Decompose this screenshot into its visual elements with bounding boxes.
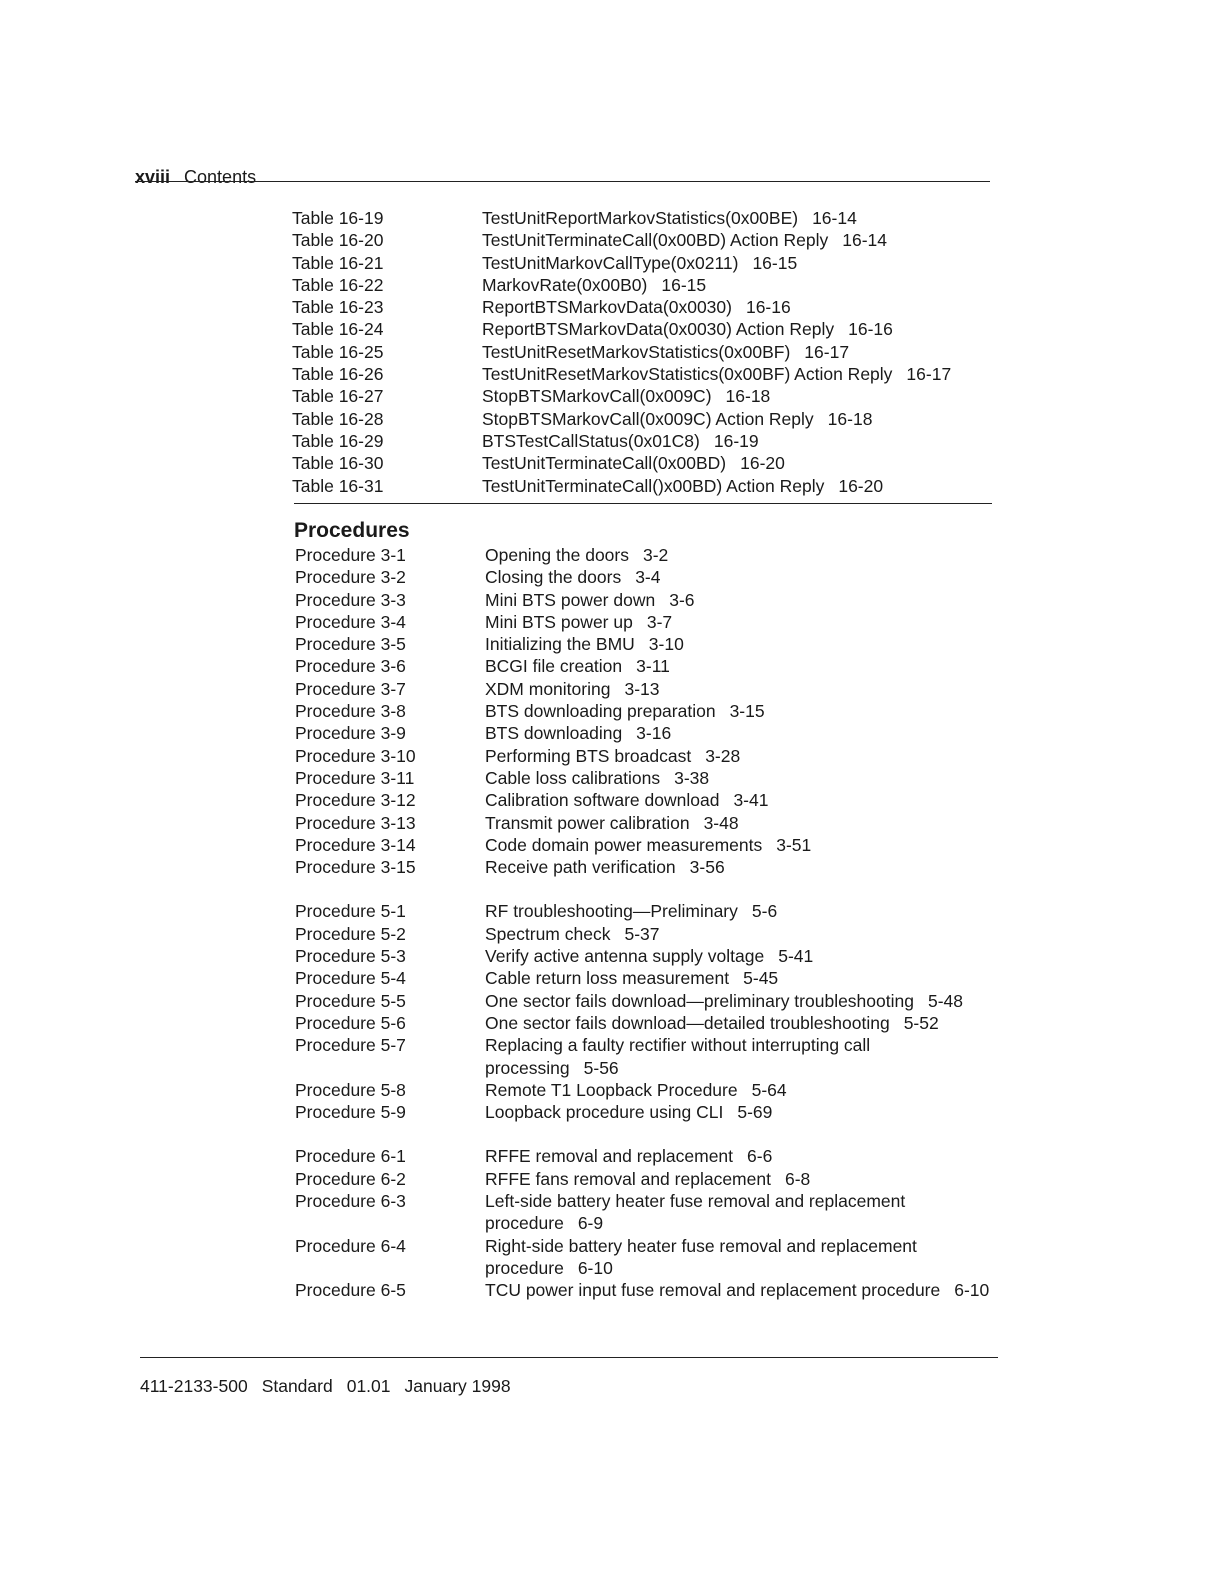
table-page-ref: 16-14: [812, 208, 857, 228]
table-page-ref: 16-20: [838, 475, 884, 496]
procedure-page-ref: 6-10: [577, 1257, 613, 1278]
procedure-title-line: [485, 767, 1015, 789]
procedure-title: Remote T1 Loopback Procedure: [485, 1079, 738, 1100]
procedure-entry: [295, 812, 1015, 834]
procedure-title-line: [485, 1279, 1015, 1301]
procedure-entry: [295, 722, 1015, 744]
table-title-line: [482, 274, 1012, 296]
procedure-label: Procedure 3-8: [295, 701, 406, 722]
table-page-ref: 16-16: [848, 319, 893, 340]
procedure-title-line: [485, 1190, 955, 1235]
procedure-title: BCGI file creation: [485, 656, 623, 677]
procedure-label: Procedure 3-3: [295, 589, 406, 610]
procedure-label: Procedure 5-2: [295, 923, 406, 944]
procedure-page-ref: 3-13: [624, 678, 660, 699]
procedure-entry: [295, 1279, 1015, 1301]
table-title-line: [482, 475, 1012, 497]
procedure-label: Procedure 5-7: [295, 1035, 406, 1056]
table-entry: [292, 207, 1012, 229]
procedure-entry: [295, 700, 1015, 722]
table-label: Table 16-25: [292, 341, 384, 362]
table-label: Table 16-31: [292, 475, 384, 496]
procedure-title: BTS downloading preparation: [485, 701, 716, 722]
procedure-title: Right-side battery heater fuse removal and replacement procedure: [485, 1235, 917, 1278]
section-rule: [294, 503, 992, 504]
procedure-label: Procedure 6-5: [295, 1280, 406, 1301]
page-number: xviii: [135, 167, 171, 187]
group-spacer: [295, 878, 1015, 900]
table-entry: [292, 274, 1012, 296]
procedure-title: RF troubleshooting—Preliminary: [485, 901, 738, 922]
procedure-label: Procedure 6-4: [295, 1235, 406, 1256]
procedure-entry: [295, 856, 1015, 878]
table-title-line: [482, 207, 1012, 229]
procedure-page-ref: 3-4: [635, 567, 661, 588]
procedure-title: Performing BTS broadcast: [485, 745, 692, 766]
procedure-page-ref: 3-7: [646, 611, 673, 632]
procedure-title-line: [485, 566, 1015, 588]
header-rule: [135, 181, 990, 182]
procedure-label: Procedure 3-1: [295, 545, 406, 565]
procedure-page-ref: 6-8: [784, 1168, 811, 1189]
procedure-title: One sector fails download—detailed troubleshooting: [485, 1012, 890, 1033]
procedure-entry: [295, 678, 1015, 700]
table-page-ref: 16-19: [713, 430, 759, 451]
procedures-heading: Procedures: [294, 519, 410, 542]
procedure-entry: [295, 655, 1015, 677]
table-title: BTSTestCallStatus(0x01C8): [482, 430, 700, 451]
doc-number: 411-2133-500: [140, 1376, 248, 1396]
procedure-title: RFFE fans removal and replacement: [485, 1168, 771, 1189]
section-title: Contents: [184, 167, 257, 187]
procedure-title-line: [485, 544, 1015, 566]
procedure-page-ref: 5-37: [624, 923, 660, 944]
procedure-page-ref: 5-45: [743, 968, 779, 989]
table-title-line: [482, 229, 1012, 251]
table-title-line: [482, 318, 1012, 340]
procedure-title: Closing the doors: [485, 567, 622, 588]
procedures-list: [295, 544, 1015, 1302]
procedure-entry: [295, 1190, 1015, 1235]
procedure-title-line: [485, 1168, 1015, 1190]
table-label: Table 16-20: [292, 230, 384, 251]
procedure-title-line: [485, 633, 1015, 655]
procedure-entry: [295, 544, 1015, 566]
procedure-label: Procedure 5-9: [295, 1102, 406, 1123]
procedure-entry: [295, 900, 1015, 922]
procedure-title-line: [485, 1101, 1015, 1123]
procedure-label: Procedure 6-1: [295, 1146, 406, 1167]
table-entry: [292, 318, 1012, 340]
procedure-page-ref: 3-11: [636, 656, 670, 677]
table-title: MarkovRate(0x00B0): [482, 274, 648, 295]
table-title: ReportBTSMarkovData(0x0030) Action Reply: [482, 319, 835, 340]
procedure-title: Left-side battery heater fuse removal and replacement procedure: [485, 1191, 906, 1234]
table-entry: [292, 296, 1012, 318]
table-page-ref: 16-17: [804, 341, 850, 362]
procedure-title-line: [485, 722, 1015, 744]
table-title: ReportBTSMarkovData(0x0030): [482, 297, 732, 318]
procedure-title-line: [485, 678, 1015, 700]
procedure-title: Cable return loss measurement: [485, 968, 730, 989]
procedure-page-ref: 6-9: [577, 1213, 604, 1234]
procedure-label: Procedure 3-9: [295, 723, 406, 744]
procedure-title: BTS downloading: [485, 723, 623, 744]
table-label: Table 16-30: [292, 453, 384, 474]
table-label: Table 16-21: [292, 252, 384, 273]
procedure-label: Procedure 3-10: [295, 745, 416, 766]
procedure-title: RFFE removal and replacement: [485, 1146, 734, 1167]
procedure-title: Initializing the BMU: [485, 634, 635, 655]
doc-status: Standard: [261, 1376, 333, 1396]
table-title: TestUnitReportMarkovStatistics(0x00BE): [482, 208, 799, 228]
table-title: TestUnitResetMarkovStatistics(0x00BF) Action Reply: [482, 364, 893, 385]
procedure-label: Procedure 5-1: [295, 901, 406, 922]
procedure-page-ref: 5-41: [778, 946, 814, 967]
table-entry: [292, 475, 1012, 497]
procedure-page-ref: 3-51: [776, 834, 812, 855]
procedure-entry: [295, 834, 1015, 856]
procedure-page-ref: 3-48: [703, 812, 739, 833]
table-label: Table 16-26: [292, 364, 384, 385]
procedure-title-line: [485, 967, 1015, 989]
table-entry: [292, 408, 1012, 430]
footer-rule: [140, 1357, 998, 1358]
procedure-label: Procedure 5-4: [295, 968, 406, 989]
table-entry: [292, 341, 1012, 363]
table-entry: [292, 252, 1012, 274]
table-title: StopBTSMarkovCall(0x009C): [482, 386, 712, 407]
procedure-page-ref: 6-6: [747, 1146, 773, 1167]
procedure-entry: [295, 767, 1015, 789]
table-label: Table 16-28: [292, 408, 384, 429]
procedure-title-line: [485, 1145, 1015, 1167]
procedure-label: Procedure 3-15: [295, 857, 416, 878]
procedure-label: Procedure 6-3: [295, 1191, 406, 1212]
procedure-page-ref: 3-10: [648, 634, 684, 655]
procedure-page-ref: 3-28: [705, 745, 741, 766]
procedure-title-line: [485, 923, 1015, 945]
procedure-page-ref: 5-52: [903, 1012, 939, 1033]
procedure-entry: [295, 1145, 1015, 1167]
procedure-entry: [295, 789, 1015, 811]
procedure-label: Procedure 6-2: [295, 1168, 406, 1189]
procedure-title-line: [485, 789, 1015, 811]
procedure-title-line: [485, 945, 1015, 967]
procedure-title: Spectrum check: [485, 923, 611, 944]
procedure-title-line: [485, 745, 1015, 767]
doc-issue: 01.01: [346, 1376, 391, 1396]
procedure-title: Receive path verification: [485, 857, 676, 878]
table-page-ref: 16-14: [842, 230, 888, 251]
procedure-title-line: [485, 812, 1015, 834]
procedure-title: Mini BTS power up: [485, 611, 633, 632]
procedure-entry: [295, 566, 1015, 588]
procedure-title-line: [485, 589, 1015, 611]
table-title: TestUnitMarkovCallType(0x0211): [482, 252, 739, 273]
procedure-page-ref: 5-56: [583, 1057, 619, 1078]
procedure-page-ref: 3-6: [669, 589, 695, 610]
doc-date: January 1998: [404, 1376, 511, 1396]
procedure-page-ref: 3-2: [643, 545, 669, 565]
table-title: TestUnitTerminateCall(0x00BD) Action Reply: [482, 230, 829, 251]
procedure-page-ref: 5-6: [751, 901, 778, 922]
procedure-title-line: [485, 1034, 955, 1079]
table-label: Table 16-23: [292, 297, 384, 318]
procedure-entry: [295, 990, 1015, 1012]
table-title-line: [482, 430, 1012, 452]
procedure-title: Code domain power measurements: [485, 834, 763, 855]
table-title-line: [482, 341, 1012, 363]
table-label: Table 16-22: [292, 274, 384, 295]
procedure-entry: [295, 1079, 1015, 1101]
table-title-line: [482, 252, 1012, 274]
procedure-title: Verify active antenna supply voltage: [485, 946, 765, 967]
procedure-label: Procedure 5-5: [295, 990, 406, 1011]
table-title-line: [482, 296, 1012, 318]
procedure-entry: [295, 1012, 1015, 1034]
procedure-entry: [295, 611, 1015, 633]
table-page-ref: 16-16: [745, 297, 791, 318]
procedure-page-ref: 6-10: [954, 1280, 990, 1301]
procedure-page-ref: 5-64: [751, 1079, 787, 1100]
group-spacer: [295, 1123, 1015, 1145]
table-entry: [292, 363, 1012, 385]
table-page-ref: 16-15: [661, 274, 707, 295]
tables-list: [292, 207, 1012, 497]
procedure-title-line: [485, 700, 1015, 722]
table-page-ref: 16-18: [725, 386, 771, 407]
footer: [140, 1375, 525, 1397]
procedure-page-ref: 3-56: [689, 857, 725, 878]
procedure-title: Calibration software download: [485, 790, 720, 811]
table-label: Table 16-19: [292, 208, 384, 228]
procedure-label: Procedure 5-3: [295, 946, 406, 967]
table-page-ref: 16-15: [752, 252, 798, 273]
procedure-page-ref: 5-48: [927, 990, 964, 1011]
procedure-label: Procedure 3-4: [295, 611, 406, 632]
procedure-entry: [295, 1235, 1015, 1280]
table-title-line: [482, 452, 1012, 474]
procedure-title: XDM monitoring: [485, 678, 611, 699]
procedure-title: Opening the doors: [485, 545, 629, 565]
table-entry: [292, 229, 1012, 251]
procedure-title-line: [485, 611, 1015, 633]
procedure-label: Procedure 5-8: [295, 1079, 406, 1100]
procedure-title: Loopback procedure using CLI: [485, 1102, 724, 1123]
procedure-title: Replacing a faulty rectifier without interrupting call processing: [485, 1035, 871, 1078]
table-page-ref: 16-18: [827, 408, 873, 429]
procedure-entry: [295, 1034, 1015, 1079]
procedure-label: Procedure 3-5: [295, 634, 406, 655]
procedure-label: Procedure 3-12: [295, 790, 416, 811]
procedure-label: Procedure 3-6: [295, 656, 406, 677]
procedure-title: One sector fails download—preliminary troubleshooting: [485, 990, 914, 1011]
procedure-title: Cable loss calibrations: [485, 767, 661, 788]
procedure-title: TCU power input fuse removal and replacement procedure: [485, 1280, 941, 1301]
table-title-line: [482, 408, 1012, 430]
table-entry: [292, 430, 1012, 452]
table-title: TestUnitTerminateCall()x00BD) Action Reply: [482, 475, 825, 496]
table-entry: [292, 452, 1012, 474]
procedure-entry: [295, 633, 1015, 655]
procedure-label: Procedure 5-6: [295, 1012, 406, 1033]
procedure-title: Transmit power calibration: [485, 812, 690, 833]
procedure-entry: [295, 945, 1015, 967]
procedure-entry: [295, 745, 1015, 767]
procedure-title-line: [485, 990, 1015, 1012]
table-page-ref: 16-20: [740, 453, 785, 474]
table-title-line: [482, 363, 1012, 385]
procedure-label: Procedure 3-11: [295, 767, 415, 788]
procedure-title-line: [485, 900, 1015, 922]
procedure-page-ref: 3-15: [729, 701, 765, 722]
running-header: [135, 166, 256, 188]
procedure-entry: [295, 1101, 1015, 1123]
procedure-title-line: [485, 1235, 955, 1280]
procedure-page-ref: 5-69: [737, 1102, 773, 1123]
procedure-title-line: [485, 1079, 1015, 1101]
procedure-page-ref: 3-16: [636, 723, 672, 744]
table-label: Table 16-24: [292, 319, 384, 340]
table-page-ref: 16-17: [906, 364, 952, 385]
table-title: TestUnitTerminateCall(0x00BD): [482, 453, 727, 474]
procedure-entry: [295, 923, 1015, 945]
procedure-page-ref: 3-41: [733, 790, 769, 811]
table-label: Table 16-27: [292, 386, 384, 407]
procedure-page-ref: 3-38: [674, 767, 710, 788]
procedure-entry: [295, 1168, 1015, 1190]
procedure-title: Mini BTS power down: [485, 589, 656, 610]
procedure-label: Procedure 3-2: [295, 567, 406, 588]
procedure-entry: [295, 589, 1015, 611]
procedure-label: Procedure 3-7: [295, 678, 406, 699]
table-label: Table 16-29: [292, 430, 384, 451]
table-title: TestUnitResetMarkovStatistics(0x00BF): [482, 341, 791, 362]
table-entry: [292, 385, 1012, 407]
procedure-title-line: [485, 834, 1015, 856]
procedure-title-line: [485, 655, 1015, 677]
table-title: StopBTSMarkovCall(0x009C) Action Reply: [482, 408, 814, 429]
table-title-line: [482, 385, 1012, 407]
procedure-label: Procedure 3-14: [295, 834, 416, 855]
procedure-label: Procedure 3-13: [295, 812, 416, 833]
procedure-title-line: [485, 856, 1015, 878]
procedure-entry: [295, 967, 1015, 989]
procedure-title-line: [485, 1012, 1015, 1034]
